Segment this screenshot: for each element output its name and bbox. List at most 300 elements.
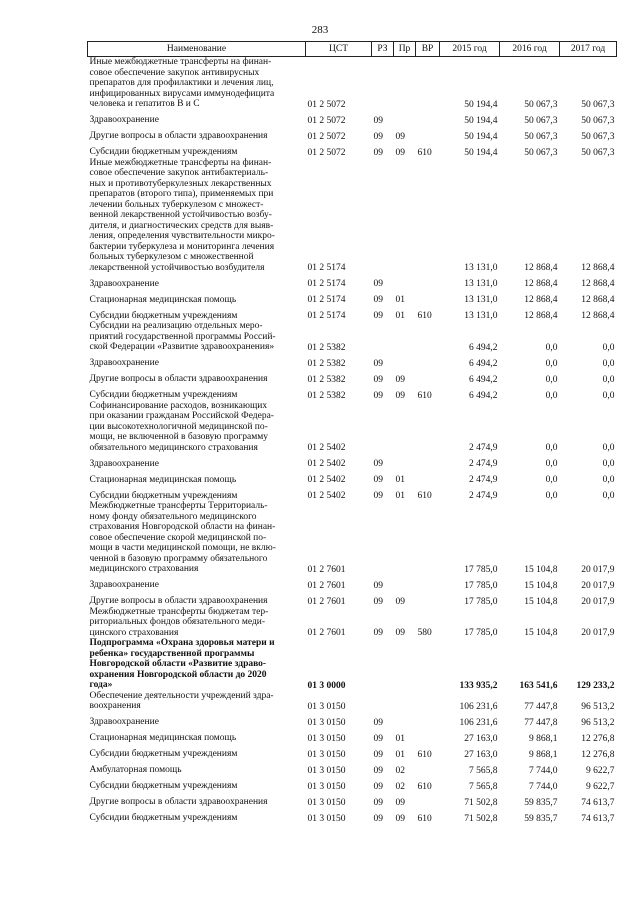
row-vr: [416, 591, 440, 607]
row-name: [88, 760, 306, 776]
row-name: [88, 638, 306, 691]
row-vr: 610: [417, 491, 432, 501]
row-name-line: ской Федерации «Развитие здравоохранения»: [89, 342, 275, 352]
page-number: 283: [311, 24, 329, 36]
row-pr: [394, 691, 416, 712]
row-pr: [394, 321, 416, 353]
row-value-2015: 7 565,8: [469, 765, 498, 776]
row-pr: [394, 158, 416, 274]
row-value-2017: 20 017,9: [581, 596, 615, 607]
row-name-line: совое обеспечение закупок антивирусных: [89, 67, 260, 78]
row-pr: [394, 110, 416, 126]
row-pr: 01: [395, 295, 405, 305]
row-value-2015: 27 163,0: [464, 749, 498, 760]
row-value-2017: 50 067,3: [581, 115, 615, 126]
row-cst: 01 3 0000: [307, 680, 346, 691]
row-value-2016: 12 868,4: [524, 263, 558, 273]
table-row: [88, 607, 617, 639]
row-cst: 01 2 5402: [307, 491, 346, 501]
row-value-2017: 20 017,9: [581, 564, 615, 575]
row-name-line: ции высокотехнологичной медицинской по-: [89, 421, 268, 432]
row-value-2015: 2 474,9: [469, 475, 498, 485]
row-cst: 01 2 7601: [307, 628, 346, 638]
row-vr: [416, 57, 440, 110]
row-cst: 01 3 0150: [307, 749, 346, 760]
row-name-line: лечении больных туберкулезом с множест-: [89, 199, 264, 210]
header-2016: 2016 год: [500, 42, 560, 57]
row-vr: 610: [417, 147, 432, 158]
row-name-line: Субсидии бюджетным учреждениям: [89, 310, 238, 321]
row-value-2015: 50 194,4: [464, 131, 498, 142]
table-row: [88, 728, 617, 744]
row-value-2017: 12 276,8: [581, 733, 615, 744]
row-vr: 580: [417, 628, 432, 638]
row-value-2017: 74 613,7: [581, 813, 615, 824]
row-name-line: ления, определения чувствительности микро-: [89, 231, 275, 241]
row-value-2015: 106 231,6: [459, 701, 498, 712]
row-value-2017: 20 017,9: [581, 628, 615, 638]
row-value-2016: 50 067,3: [524, 115, 558, 126]
row-vr: [416, 469, 440, 485]
row-cst: 01 2 5402: [307, 443, 346, 453]
row-name-line: Межбюджетные трансферты бюджетам тер-: [89, 606, 269, 617]
row-value-2015: 50 194,4: [464, 99, 498, 110]
row-cst: 01 2 5072: [307, 115, 346, 126]
row-cst: 01 2 5072: [307, 147, 346, 158]
table-body: [88, 57, 617, 824]
row-name-line: риториальных фондов обязательного меди-: [89, 617, 266, 627]
row-value-2017: 12 276,8: [581, 749, 615, 760]
row-cst: 01 3 0150: [307, 717, 346, 728]
table-row: [88, 792, 617, 808]
row-name: [88, 712, 306, 728]
row-pr: [394, 273, 416, 289]
row-value-2015: 106 231,6: [459, 717, 498, 728]
row-name-line: Обеспечение деятельности учреждений здра-: [89, 690, 274, 701]
row-name-line: Софинансирование расходов, возникающих: [89, 400, 268, 411]
row-value-2016: 50 067,3: [524, 131, 558, 142]
row-pr: 01: [395, 475, 405, 485]
row-value-2017: 50 067,3: [581, 147, 615, 158]
row-vr: 610: [417, 781, 432, 792]
row-name-line: Здравоохранение: [89, 115, 159, 125]
row-cst: 01 2 5402: [307, 459, 346, 469]
row-value-2017: 96 513,2: [581, 717, 615, 728]
row-rz: 09: [373, 147, 383, 158]
table-row: [88, 126, 617, 142]
row-rz: 09: [373, 459, 383, 469]
table-row: [88, 776, 617, 792]
row-pr: 09: [395, 797, 405, 808]
row-name: [88, 792, 306, 808]
row-value-2017: 12 868,4: [581, 279, 615, 289]
row-rz: 09: [373, 781, 383, 792]
row-name-line: при оказании гражданам Российской Федера-: [89, 411, 274, 421]
row-rz: [372, 158, 394, 274]
row-name-line: Субсидии бюджетным учреждениям: [89, 390, 238, 400]
row-value-2017: 96 513,2: [581, 701, 615, 712]
row-name: [88, 728, 306, 744]
header-cst: ЦСТ: [306, 42, 372, 57]
row-pr: [394, 638, 416, 691]
row-vr: [416, 501, 440, 575]
row-value-2017: 9 622,7: [586, 781, 615, 792]
row-pr: 09: [395, 813, 405, 824]
row-value-2015: 13 131,0: [464, 279, 498, 289]
row-name-line: Субсидии бюджетным учреждениям: [89, 490, 238, 501]
row-name-line: бактерии туберкулеза и мониторинга лечения: [89, 241, 275, 252]
row-value-2015: 2 474,9: [469, 443, 498, 453]
row-cst: 01 2 5382: [307, 358, 346, 369]
table-row: [88, 712, 617, 728]
row-name: [88, 453, 306, 469]
row-name-line: Амбулаторная помощь: [89, 765, 182, 775]
row-vr: [416, 353, 440, 369]
row-name-line: ных и противотуберкулезных лекарственных: [89, 178, 272, 189]
row-name: [88, 607, 306, 639]
table-row: [88, 744, 617, 760]
row-value-2016: 9 868,1: [529, 733, 558, 744]
row-name-line: лекарственной устойчивостью возбудителя: [89, 262, 265, 273]
row-name-line: инфицированных вирусами иммунодефицита: [89, 88, 275, 99]
row-value-2015: 13 131,0: [464, 263, 498, 273]
row-value-2016: 15 104,8: [524, 564, 558, 575]
row-pr: 01: [395, 491, 405, 501]
row-pr: [394, 453, 416, 469]
row-name: [88, 110, 306, 126]
row-name: [88, 401, 306, 454]
row-value-2016: 77 447,8: [524, 701, 558, 712]
row-value-2017: 0,0: [602, 443, 615, 453]
row-value-2017: 50 067,3: [581, 99, 615, 110]
row-name-line: мощи в части медицинской помощи, не вклю-: [89, 543, 276, 553]
table-row: [88, 57, 617, 110]
row-name-line: венной лекарственной устойчивостью возбу-: [89, 210, 272, 220]
row-name-line: Здравоохранение: [89, 278, 159, 289]
row-name-line: Субсидии на реализацию отдельных меро-: [89, 321, 263, 331]
row-pr: [394, 57, 416, 110]
row-rz: 09: [373, 765, 383, 776]
row-pr: [394, 401, 416, 454]
row-value-2015: 6 494,2: [469, 390, 498, 401]
row-cst: 01 3 0150: [307, 701, 346, 712]
row-name-line: охранения Новгородской области до 2020: [89, 669, 267, 680]
row-name-line: Новгородской области «Развитие здраво-: [89, 659, 267, 669]
row-value-2016: 163 541,6: [519, 680, 558, 691]
row-name: [88, 142, 306, 158]
row-name-line: Стационарная медицинская помощь: [89, 294, 237, 305]
row-value-2016: 0,0: [545, 443, 558, 453]
header-2017: 2017 год: [560, 42, 617, 57]
row-value-2015: 17 785,0: [464, 564, 498, 575]
row-pr: 09: [395, 390, 405, 401]
row-value-2016: 15 104,8: [524, 596, 558, 607]
row-pr: 09: [395, 147, 405, 158]
row-cst: 01 2 7601: [307, 580, 346, 591]
row-value-2016: 7 744,0: [529, 765, 558, 776]
row-value-2015: 6 494,2: [469, 358, 498, 369]
row-name: [88, 385, 306, 401]
table-header-row: [88, 42, 617, 57]
row-value-2015: 71 502,8: [464, 813, 498, 824]
table-row: [88, 142, 617, 158]
row-vr: [416, 401, 440, 454]
row-name-line: Субсидии бюджетным учреждениям: [89, 749, 238, 759]
row-value-2016: 0,0: [545, 358, 558, 369]
row-value-2017: 0,0: [602, 390, 615, 401]
row-name-line: цинского страхования: [89, 627, 179, 638]
row-cst: 01 2 5382: [307, 342, 346, 353]
row-vr: [416, 289, 440, 305]
row-name-line: совое обеспечение закупок антибактериаль-: [89, 168, 269, 178]
row-value-2015: 7 565,8: [469, 781, 498, 792]
row-name: [88, 485, 306, 501]
row-cst: 01 2 5174: [307, 263, 346, 273]
row-rz: 09: [373, 390, 383, 401]
row-vr: [416, 453, 440, 469]
row-value-2017: 129 233,2: [576, 680, 615, 691]
row-cst: 01 2 5382: [307, 374, 346, 385]
row-cst: 01 2 5072: [307, 131, 346, 142]
row-cst: 01 2 5174: [307, 311, 346, 321]
row-value-2017: 12 868,4: [581, 311, 615, 321]
row-value-2016: 0,0: [545, 491, 558, 501]
row-name-line: Здравоохранение: [89, 358, 159, 368]
row-rz: [372, 691, 394, 712]
row-name-line: Иные межбюджетные трансферты на финан-: [89, 157, 272, 168]
row-rz: 09: [373, 131, 383, 142]
row-name-line: Здравоохранение: [89, 717, 159, 727]
row-name: [88, 691, 306, 712]
row-name-line: Субсидии бюджетным учреждениям: [89, 813, 238, 823]
table-row: [88, 158, 617, 274]
row-name: [88, 776, 306, 792]
table-row: [88, 760, 617, 776]
row-rz: [372, 401, 394, 454]
row-name-line: ченной в базовую программу обязательного: [89, 553, 268, 564]
row-name: [88, 808, 306, 824]
budget-table: [87, 41, 617, 824]
row-pr: 09: [395, 374, 405, 385]
row-value-2017: 9 622,7: [586, 765, 615, 776]
row-rz: 09: [373, 733, 383, 744]
row-rz: 09: [373, 374, 383, 385]
header-2015: 2015 год: [440, 42, 500, 57]
table-row: [88, 401, 617, 454]
row-value-2016: 15 104,8: [524, 628, 558, 638]
row-cst: 01 2 7601: [307, 564, 346, 575]
row-value-2016: 0,0: [545, 342, 558, 353]
row-pr: 02: [395, 781, 405, 792]
row-value-2017: 50 067,3: [581, 131, 615, 142]
row-value-2017: 12 868,4: [581, 263, 615, 273]
row-pr: 09: [395, 131, 405, 142]
row-rz: 09: [373, 311, 383, 321]
row-vr: [416, 792, 440, 808]
row-name-line: Подпрограмма «Охрана здоровья матери и: [89, 638, 275, 648]
row-name: [88, 289, 306, 305]
table-row: [88, 110, 617, 126]
row-cst: 01 3 0150: [307, 813, 346, 824]
row-value-2017: 20 017,9: [581, 580, 615, 591]
row-name-line: страхования Новгородской области на финан-: [89, 522, 276, 532]
header-rz: РЗ: [372, 42, 394, 57]
row-rz: 09: [373, 749, 383, 760]
table-row: [88, 289, 617, 305]
row-value-2016: 59 835,7: [524, 797, 558, 808]
row-pr: [394, 353, 416, 369]
row-value-2015: 2 474,9: [469, 491, 498, 501]
row-value-2015: 50 194,4: [464, 147, 498, 158]
row-value-2015: 133 935,2: [459, 680, 498, 691]
row-name-line: дителя, и диагностических средств для выяв-: [89, 220, 274, 231]
row-cst: 01 2 5174: [307, 295, 346, 305]
table-row: [88, 501, 617, 575]
row-name-line: совое обеспечение скорой медицинской по-: [89, 532, 267, 543]
row-vr: [416, 760, 440, 776]
row-name: [88, 305, 306, 321]
row-name: [88, 591, 306, 607]
row-pr: 01: [395, 311, 405, 321]
row-name-line: человека и гепатитов В и С: [89, 99, 200, 109]
row-value-2015: 17 785,0: [464, 580, 498, 591]
row-name: [88, 353, 306, 369]
row-pr: 09: [395, 628, 405, 638]
table-row: [88, 485, 617, 501]
row-rz: 09: [373, 628, 383, 638]
row-value-2015: 6 494,2: [469, 342, 498, 353]
row-name-line: препаратов для профилактики и лечения лиц,: [89, 78, 274, 88]
row-rz: 09: [373, 295, 383, 305]
row-vr: [416, 110, 440, 126]
row-name: [88, 744, 306, 760]
row-name: [88, 273, 306, 289]
table-row: [88, 808, 617, 824]
row-pr: 09: [395, 596, 405, 607]
row-rz: [372, 57, 394, 110]
row-vr: [416, 638, 440, 691]
row-value-2015: 71 502,8: [464, 797, 498, 808]
row-vr: 610: [417, 749, 432, 760]
row-value-2016: 59 835,7: [524, 813, 558, 824]
row-value-2016: 0,0: [545, 459, 558, 469]
row-value-2017: 0,0: [602, 342, 615, 353]
row-value-2015: 17 785,0: [464, 596, 498, 607]
row-rz: 09: [373, 279, 383, 289]
table-row: [88, 321, 617, 353]
row-name-line: медицинского страхования: [89, 564, 199, 574]
row-name: [88, 575, 306, 591]
row-value-2017: 0,0: [602, 374, 615, 385]
row-rz: [372, 501, 394, 575]
table-row: [88, 691, 617, 712]
row-vr: 610: [417, 813, 432, 824]
row-name-line: Субсидии бюджетным учреждениям: [89, 781, 238, 791]
row-value-2016: 12 868,4: [524, 295, 558, 305]
row-value-2015: 13 131,0: [464, 295, 498, 305]
row-name: [88, 469, 306, 485]
row-value-2016: 9 868,1: [529, 749, 558, 760]
row-value-2017: 74 613,7: [581, 797, 615, 808]
row-value-2016: 12 868,4: [524, 279, 558, 289]
row-value-2016: 50 067,3: [524, 99, 558, 110]
row-name-line: воохранения: [89, 701, 141, 711]
row-pr: [394, 575, 416, 591]
row-name-line: Стационарная медицинская помощь: [89, 733, 237, 743]
row-vr: [416, 712, 440, 728]
row-name: [88, 321, 306, 353]
row-name-line: препаратов (второго типа), применяемых при: [89, 189, 274, 199]
row-name: [88, 501, 306, 575]
header-vr: ВР: [416, 42, 440, 57]
row-rz: [372, 638, 394, 691]
header-pr: Пр: [394, 42, 416, 57]
row-name-line: Другие вопросы в области здравоохранения: [89, 131, 268, 141]
row-pr: 01: [395, 733, 405, 744]
row-cst: 01 2 5174: [307, 279, 346, 289]
table-row: [88, 469, 617, 485]
table-row: [88, 591, 617, 607]
row-name-line: мощи, не включенной в базовую программу: [89, 432, 268, 442]
row-value-2015: 13 131,0: [464, 311, 498, 321]
row-name-line: Здравоохранение: [89, 458, 159, 469]
row-vr: 610: [417, 390, 432, 401]
row-pr: 02: [395, 765, 405, 776]
header-name: Наименование: [88, 42, 306, 57]
table-row: [88, 369, 617, 385]
row-name-line: приятий государственной программы Россий-: [89, 331, 276, 342]
row-vr: [416, 321, 440, 353]
row-value-2017: 0,0: [602, 475, 615, 485]
row-cst: 01 2 5072: [307, 99, 346, 110]
table-row: [88, 638, 617, 691]
row-value-2015: 17 785,0: [464, 628, 498, 638]
row-vr: [416, 273, 440, 289]
row-pr: 01: [395, 749, 405, 760]
row-name-line: Другие вопросы в области здравоохранения: [89, 374, 268, 384]
row-name-line: Стационарная медицинская помощь: [89, 474, 237, 485]
row-rz: 09: [373, 115, 383, 126]
row-name-line: Субсидии бюджетным учреждениям: [89, 147, 238, 157]
table-row: [88, 273, 617, 289]
row-rz: 09: [373, 596, 383, 607]
row-cst: 01 2 5402: [307, 475, 346, 485]
row-name-line: Межбюджетные трансферты Территориаль-: [89, 501, 268, 511]
row-value-2016: 7 744,0: [529, 781, 558, 792]
row-vr: [416, 126, 440, 142]
row-name-line: Другие вопросы в области здравоохранения: [89, 596, 268, 606]
row-value-2016: 12 868,4: [524, 311, 558, 321]
row-name: [88, 369, 306, 385]
row-value-2015: 6 494,2: [469, 374, 498, 385]
row-name-line: Иные межбюджетные трансферты на финан-: [89, 57, 272, 67]
table-row: [88, 385, 617, 401]
row-rz: 09: [373, 358, 383, 369]
row-rz: 09: [373, 797, 383, 808]
table-row: [88, 353, 617, 369]
row-name-line: Другие вопросы в области здравоохранения: [89, 797, 268, 807]
row-name-line: обязательного медицинского страхования: [89, 442, 258, 453]
row-vr: [416, 158, 440, 274]
row-rz: [372, 321, 394, 353]
row-value-2017: 0,0: [602, 459, 615, 469]
row-pr: [394, 501, 416, 575]
row-name-line: больных туберкулезом с множественной: [89, 252, 254, 262]
row-value-2016: 0,0: [545, 374, 558, 385]
row-value-2015: 27 163,0: [464, 733, 498, 744]
row-name-line: ребенка» государственной программы: [89, 648, 255, 659]
row-vr: [416, 575, 440, 591]
